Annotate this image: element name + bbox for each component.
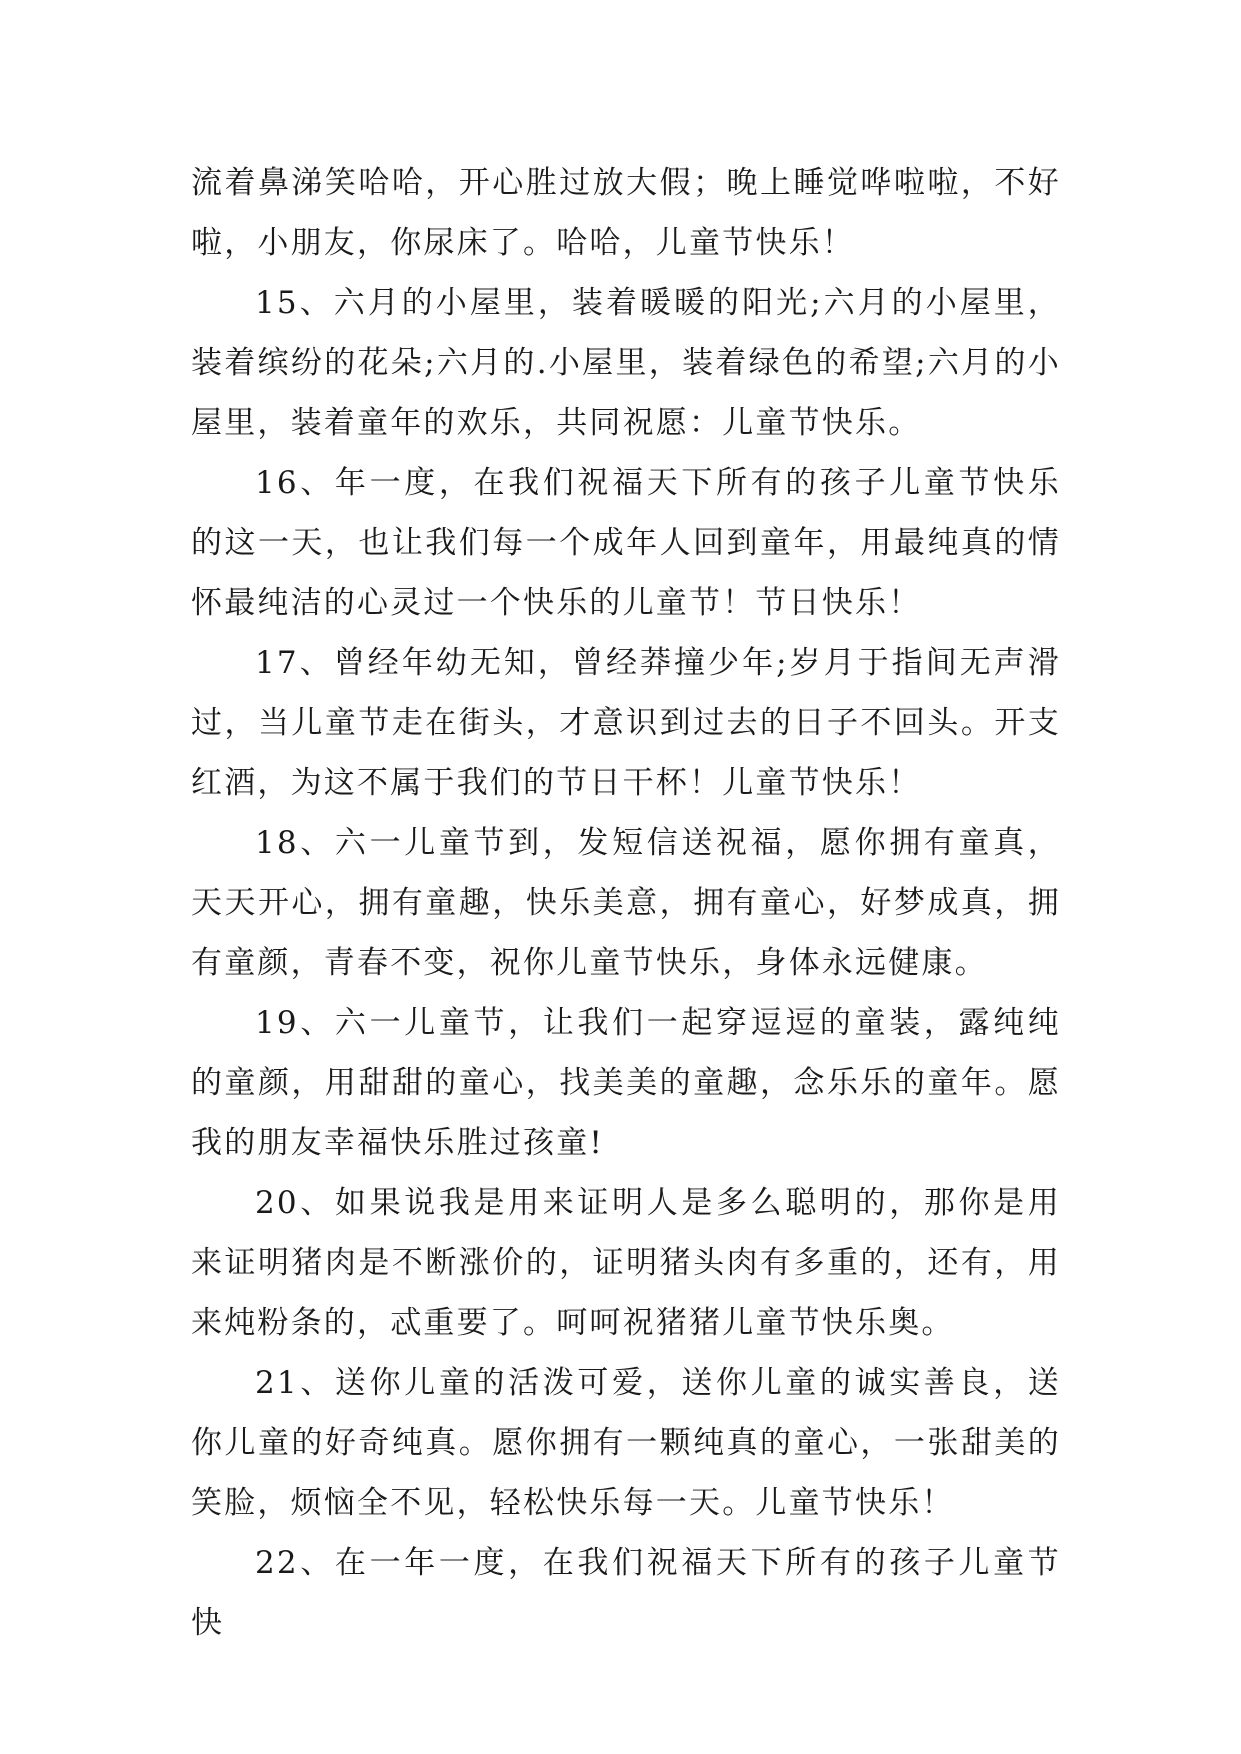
paragraph-20: 20、如果说我是用来证明人是多么聪明的，那你是用来证明猪肉是不断涨价的，证明猪头肉有多重的，还有，用来炖粉条的，忒重要了。呵呵祝猪猪儿童节快乐奥。: [191, 1185, 1061, 1341]
paragraph-19: 19、六一儿童节，让我们一起穿逗逗的童装，露纯纯的童颜，用甜甜的童心，找美美的童趣，念乐乐的童年。愿我的朋友幸福快乐胜过孩童!: [191, 1005, 1061, 1161]
document-body: [191, 153, 1061, 1653]
paragraph-22: 22、在一年一度，在我们祝福天下所有的孩子儿童节快: [191, 1545, 1061, 1641]
paragraph-21: 21、送你儿童的活泼可爱，送你儿童的诚实善良，送你儿童的好奇纯真。愿你拥有一颗纯真的童心，一张甜美的笑脸，烦恼全不见，轻松快乐每一天。儿童节快乐！: [191, 1365, 1061, 1521]
paragraph-continuation: 流着鼻涕笑哈哈，开心胜过放大假；晚上睡觉哗啦啦，不好啦，小朋友，你尿床了。哈哈，儿童节快乐！: [191, 165, 1061, 261]
paragraph-17: 17、曾经年幼无知，曾经莽撞少年;岁月于指间无声滑过，当儿童节走在街头，才意识到过去的日子不回头。开支红酒，为这不属于我们的节日干杯！儿童节快乐！: [191, 645, 1061, 801]
paragraph-16: 16、年一度，在我们祝福天下所有的孩子儿童节快乐的这一天，也让我们每一个成年人回到童年，用最纯真的情怀最纯洁的心灵过一个快乐的儿童节！节日快乐！: [191, 465, 1061, 621]
paragraph-18: 18、六一儿童节到，发短信送祝福，愿你拥有童真，天天开心，拥有童趣，快乐美意，拥有童心，好梦成真，拥有童颜，青春不变，祝你儿童节快乐，身体永远健康。: [191, 825, 1061, 981]
paragraph-15: 15、六月的小屋里，装着暖暖的阳光;六月的小屋里，装着缤纷的花朵;六月的.小屋里，装着绿色的希望;六月的小屋里，装着童年的欢乐，共同祝愿：儿童节快乐。: [191, 285, 1061, 441]
